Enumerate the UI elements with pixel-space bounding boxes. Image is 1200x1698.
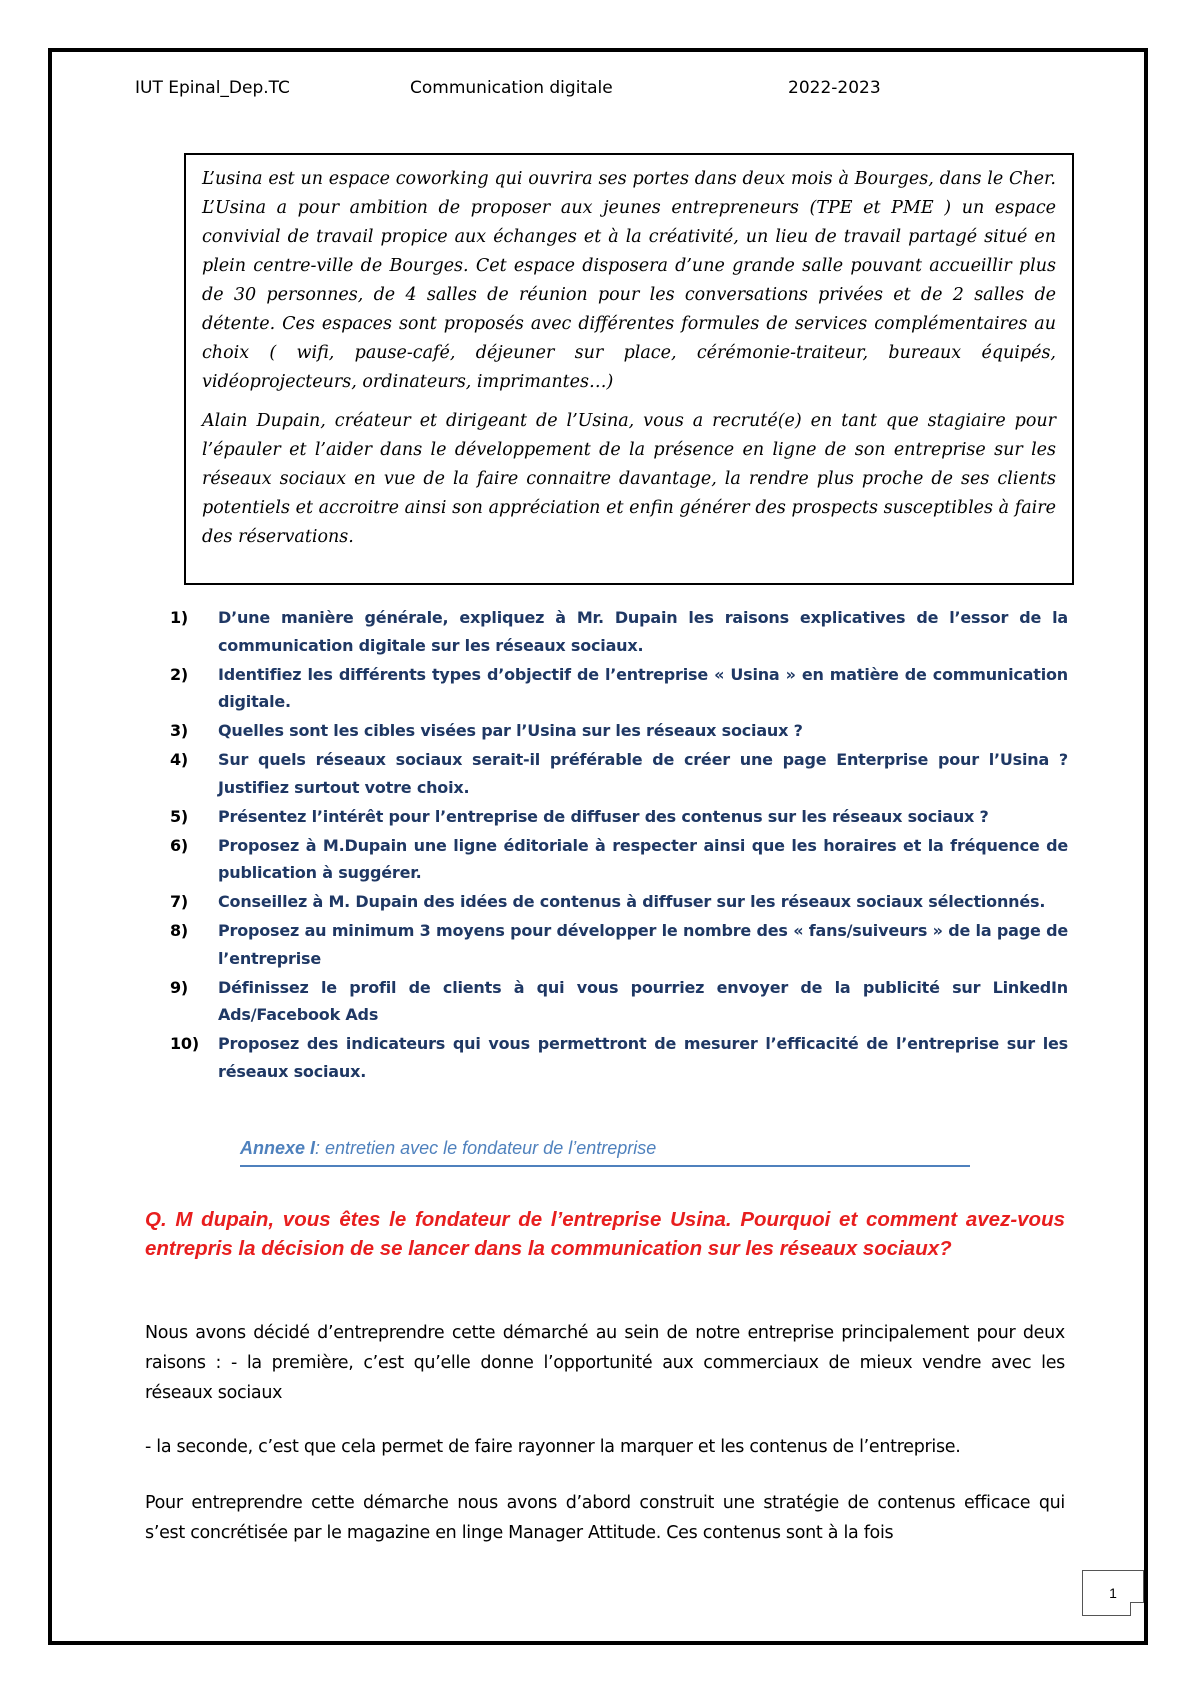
question-text: Identifiez les différents types d’objectif de l’entreprise « Usina » en matière de communication digitale. [218, 664, 1068, 711]
question-number: 8) [170, 921, 189, 940]
header-course: Communication digitale [410, 78, 613, 98]
question-number: 6) [170, 835, 189, 855]
question-text: Proposez à M.Dupain une ligne éditoriale à respecter ainsi que les horaires et la fréquence de publication à suggérer. [218, 835, 1068, 882]
question-number: 3) [170, 721, 189, 740]
header-year: 2022-2023 [788, 78, 881, 98]
question-list [170, 604, 1068, 1087]
intro-paragraph-1: L’usina est un espace coworking qui ouvrira ses portes dans deux mois à Bourges, dans le Cher. L’Usina a pour ambition de proposer aux jeunes entrepreneurs (TPE et PME ) un espace convivial de travail propice aux échanges et à la créativité, un lieu de travail partagé situé en plein centre-ville de Bourges. Cet espace disposera d’une grande salle pouvant accueillir plus de 30 personnes, de 4 salles de réunion pour les conversations privées et de 2 salles de détente. Ces espaces sont proposés avec différentes formules de services complémentaires au choix ( wifi, pause-café, déjeuner sur place, cérémonie-traiteur, bureaux équipés, vidéoprojecteurs, ordinateurs, imprimantes…) [202, 169, 1056, 392]
question-number: 1) [170, 608, 189, 627]
question-item [170, 661, 1068, 716]
question-number: 4) [170, 750, 189, 769]
question-text: Sur quels réseaux sociaux serait-il préférable de créer une page Enterprise pour l’Usina ? Justifiez surtout votre choix. [218, 750, 1068, 797]
question-text: Conseillez à M. Dupain des idées de contenus à diffuser sur les réseaux sociaux sélectionnés. [218, 892, 1046, 911]
question-number: 2) [170, 664, 189, 684]
question-item [170, 832, 1068, 887]
interview-answer-3: Pour entreprendre cette démarche nous avons d’abord construit une stratégie de contenus efficace qui s’est concrétisée par le magazine en linge Manager Attitude. Ces contenus sont à la fois [145, 1493, 1065, 1543]
annexe-title: : entretien avec le fondateur de l’entreprise [315, 1138, 657, 1158]
intro-paragraph-2: Alain Dupain, créateur et dirigeant de l’Usina, vous a recruté(e) en tant que stagiaire pour l’épauler et l’aider dans le développement de la présence en ligne de son entreprise sur les réseaux sociaux en vue de la faire connaitre davantage, la rendre plus proche de ses clients potentiels et accroitre ainsi son appréciation et enfin générer des prospects susceptibles à faire des réservations. [202, 411, 1056, 547]
question-item [170, 1030, 1068, 1085]
question-item [170, 717, 1068, 745]
question-item [170, 917, 1068, 972]
question-item [170, 803, 1068, 831]
question-number: 10) [170, 1034, 199, 1053]
question-text: Présentez l’intérêt pour l’entreprise de diffuser des contenus sur les réseaux sociaux ? [218, 806, 989, 826]
interview-answer-1: Nous avons décidé d’entreprendre cette démarché au sein de notre entreprise principalement pour deux raisons : - la première, c’est qu’elle donne l’opportunité aux commerciaux de mieux vendre avec les réseaux sociaux [145, 1323, 1065, 1403]
question-text: Proposez des indicateurs qui vous permettront de mesurer l’efficacité de l’entreprise sur les réseaux sociaux. [218, 1034, 1068, 1081]
question-item [170, 604, 1068, 659]
question-text: Proposez au minimum 3 moyens pour développer le nombre des « fans/suiveurs » de la page de l’entreprise [218, 921, 1068, 968]
question-item [170, 746, 1068, 801]
intro-box [184, 153, 1074, 585]
annexe-label: Annexe I [240, 1138, 316, 1158]
header-institution: IUT Epinal_Dep.TC [135, 78, 290, 98]
annexe-heading [240, 1138, 970, 1167]
question-text: Quelles sont les cibles visées par l’Usina sur les réseaux sociaux ? [218, 721, 803, 740]
question-text: Définissez le profil de clients à qui vous pourriez envoyer de la publicité sur LinkedIn Ads/Facebook Ads [218, 977, 1068, 1024]
interview-answer-2: - la seconde, c’est que cela permet de faire rayonner la marquer et les contenus de l’entreprise. [145, 1437, 961, 1457]
question-text: D’une manière générale, expliquez à Mr. Dupain les raisons explicatives de l’essor de la communication digitale sur les réseaux sociaux. [218, 608, 1068, 655]
question-number: 5) [170, 806, 189, 826]
question-number: 7) [170, 892, 189, 911]
question-item [170, 888, 1068, 916]
page-corner-fold-icon [1130, 1602, 1144, 1616]
page-number: 1 [1109, 1585, 1117, 1601]
question-item [170, 974, 1068, 1029]
question-number: 9) [170, 977, 189, 997]
interview-question: Q. M dupain, vous êtes le fondateur de l’entreprise Usina. Pourquoi et comment avez-vous entrepris la décision de se lancer dans la communication sur les réseaux sociaux? [145, 1208, 1065, 1260]
